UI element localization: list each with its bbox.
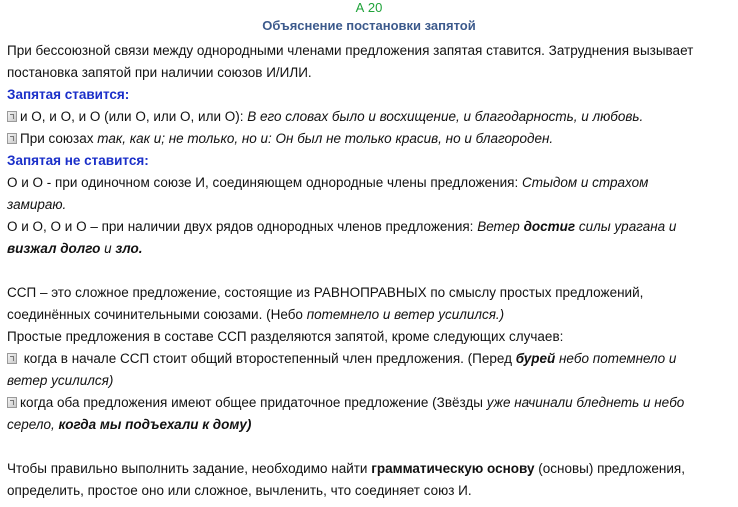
no-comma-rule-1-example-cont: замираю. [7, 197, 67, 212]
ssp-case-2-text: когда оба предложения имеют общее придаточное предложение (Звёзды [20, 395, 487, 410]
task-line-1-b: грамматическую основу [371, 461, 535, 476]
no-comma-rule-2-ex-b: достиг [523, 219, 576, 234]
no-comma-rule-2-ex-e: и [100, 241, 116, 256]
rule-item-1-example: В его словах было и восхищение, и благодарность, и любовь. [247, 109, 644, 124]
ssp-case-2-cont [7, 414, 733, 436]
ssp-case-1 [7, 348, 733, 370]
no-comma-rule-1-text: О и О - при одиночном союзе И, соединяющем однородные члены предложения: [7, 175, 522, 190]
rule-item-1-text: и О, и О, и О (или О, или О, или О): [20, 109, 248, 124]
task-code: А 20 [355, 0, 383, 15]
ssp-case-2 [7, 392, 733, 414]
ssp-case-1-cont-text: ветер усилился) [7, 373, 114, 388]
intro-line-1: При бессоюзной связи между однородными членами предложения запятая ставится. Затруднения вызывает [7, 43, 694, 58]
ssp-case-1-italic: небо потемнело и [555, 351, 677, 366]
ssp-case-1-text: когда в начале ССП стоит общий второстепенный член предложения. (Перед [20, 351, 516, 366]
broken-image-icon [7, 353, 17, 364]
ssp-line-1: ССП – это сложное предложение, состоящие из РАВНОПРАВНЫХ по смыслу простых предложений, [7, 285, 644, 300]
no-comma-rule-2-ex-f: зло. [115, 241, 143, 256]
page-title: Объяснение постановки запятой [262, 18, 476, 33]
ssp-line-3: Простые предложения в составе ССП разделяются запятой, кроме следующих случаев: [7, 329, 564, 344]
ssp-case-2-italic: уже начинали бледнеть и небо [486, 395, 685, 410]
ssp-case-1-bold: бурей [515, 351, 556, 366]
no-comma-rule-2-cont [7, 238, 733, 260]
spacer [7, 436, 733, 458]
task-line-1-a: Чтобы правильно выполнить задание, необходимо найти [7, 461, 372, 476]
task-line-1 [7, 458, 733, 480]
document-body [7, 40, 733, 502]
rule-item-2-example: так, как и; не только, но и: Он был не только красив, но и благороден. [97, 131, 554, 146]
no-comma-rule-2-ex-d: визжал долго [7, 241, 101, 256]
task-line-1-c: (основы) предложения, [534, 461, 685, 476]
intro-line-2: постановка запятой при наличии союзов И/ИЛИ. [7, 65, 312, 80]
no-comma-rule-2-text: О и О, О и О – при наличии двух рядов однородных членов предложения: [7, 219, 478, 234]
ssp-case-2-cont-italic: серело, [7, 417, 59, 432]
no-comma-rule-1 [7, 172, 733, 194]
no-comma-rule-1-example: Стыдом и страхом [521, 175, 649, 190]
heading-comma-not-placed: Запятая не ставится: [7, 153, 149, 168]
spacer [7, 260, 733, 282]
ssp-case-2-cont-bold: когда мы подъехали к дому) [58, 417, 252, 432]
rule-item-2 [7, 128, 733, 150]
rule-item-2-text: При союзах [20, 131, 98, 146]
no-comma-rule-2 [7, 216, 733, 238]
no-comma-rule-2-ex-c: силы урагана и [575, 219, 677, 234]
ssp-line-2-text: соединённых сочинительными союзами. (Небо [7, 307, 307, 322]
heading-comma-placed: Запятая ставится: [7, 87, 130, 102]
broken-image-icon [7, 133, 17, 144]
no-comma-rule-1-cont [7, 194, 733, 216]
task-line-2: определить, простое оно или сложное, вычленить, что соединяет союз И. [7, 483, 472, 498]
ssp-case-1-cont [7, 370, 733, 392]
no-comma-rule-2-ex-a: Ветер [477, 219, 524, 234]
rule-item-1 [7, 106, 733, 128]
broken-image-icon [7, 397, 17, 408]
ssp-line-2-example: потемнело и ветер усилился.) [306, 307, 505, 322]
ssp-line-2 [7, 304, 733, 326]
broken-image-icon [7, 111, 17, 122]
